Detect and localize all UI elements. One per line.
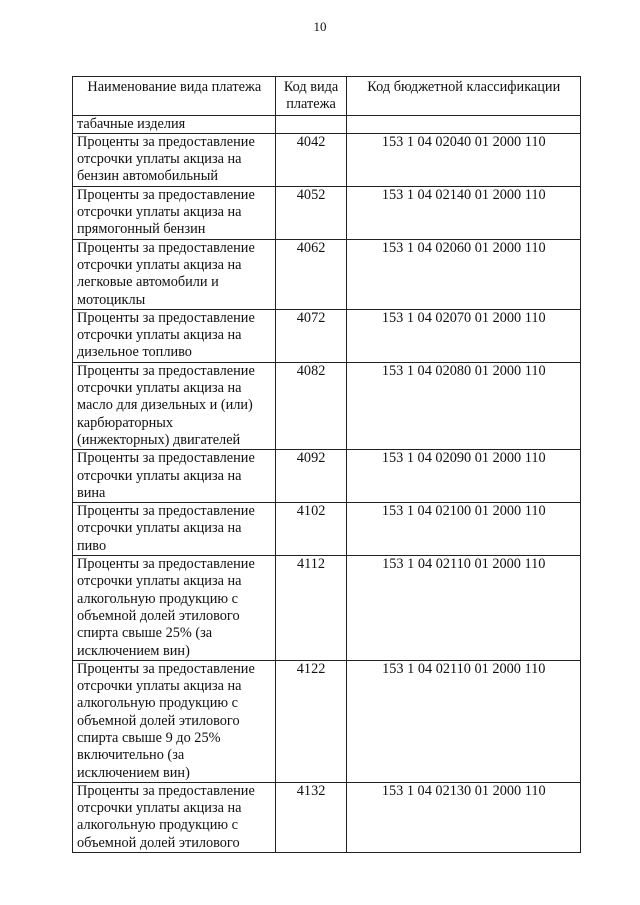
budget-code-cell: 153 1 04 02110 01 2000 110: [346, 660, 580, 782]
budget-code-cell: 153 1 04 02100 01 2000 110: [346, 503, 580, 556]
table-row: [73, 556, 581, 661]
table-row: [73, 239, 581, 309]
payment-code-cell: 4052: [275, 186, 346, 239]
table-row: [73, 309, 581, 362]
payment-name-cell: Проценты за предоставление отсрочки уплаты акциза на пиво: [73, 503, 276, 556]
budget-code-cell: 153 1 04 02110 01 2000 110: [346, 556, 580, 661]
table-row: [73, 450, 581, 503]
payment-name-cell: Проценты за предоставление отсрочки уплаты акциза на прямогонный бензин: [73, 186, 276, 239]
table-row: [73, 660, 581, 782]
budget-code-cell: 153 1 04 02040 01 2000 110: [346, 133, 580, 186]
table-row: [73, 133, 581, 186]
payment-codes-table: [72, 76, 581, 853]
payment-code-cell: 4042: [275, 133, 346, 186]
header-payment-code: Код вида платежа: [275, 77, 346, 116]
payment-name-cell: табачные изделия: [73, 115, 276, 133]
payment-name-cell: Проценты за предоставление отсрочки уплаты акциза на алкогольную продукцию с объемной долей этилового спирта свыше 9 до 25% включительно (за исключением вин): [73, 660, 276, 782]
budget-code-cell: 153 1 04 02140 01 2000 110: [346, 186, 580, 239]
payment-code-cell: 4082: [275, 362, 346, 449]
payment-code-cell: 4102: [275, 503, 346, 556]
table-header-row: [73, 77, 581, 116]
budget-code-cell: 153 1 04 02080 01 2000 110: [346, 362, 580, 449]
payment-name-cell: Проценты за предоставление отсрочки уплаты акциза на алкогольную продукцию с объемной долей этилового: [73, 782, 276, 852]
payment-name-cell: Проценты за предоставление отсрочки уплаты акциза на масло для дизельных и (или) карбюраторных (инжекторных) двигателей: [73, 362, 276, 449]
payment-code-cell: [275, 115, 346, 133]
budget-code-cell: 153 1 04 02060 01 2000 110: [346, 239, 580, 309]
budget-code-cell: 153 1 04 02090 01 2000 110: [346, 450, 580, 503]
table-row: [73, 503, 581, 556]
payment-name-cell: Проценты за предоставление отсрочки уплаты акциза на бензин автомобильный: [73, 133, 276, 186]
payment-name-cell: Проценты за предоставление отсрочки уплаты акциза на вина: [73, 450, 276, 503]
budget-code-cell: 153 1 04 02130 01 2000 110: [346, 782, 580, 852]
payment-code-cell: 4072: [275, 309, 346, 362]
payment-name-cell: Проценты за предоставление отсрочки уплаты акциза на легковые автомобили и мотоциклы: [73, 239, 276, 309]
payment-code-cell: 4132: [275, 782, 346, 852]
header-payment-name: Наименование вида платежа: [73, 77, 276, 116]
payment-code-cell: 4062: [275, 239, 346, 309]
payment-code-cell: 4092: [275, 450, 346, 503]
budget-code-cell: 153 1 04 02070 01 2000 110: [346, 309, 580, 362]
table-row: [73, 782, 581, 852]
payment-code-cell: 4112: [275, 556, 346, 661]
payment-name-cell: Проценты за предоставление отсрочки уплаты акциза на алкогольную продукцию с объемной долей этилового спирта свыше 25% (за исключением вин): [73, 556, 276, 661]
table-row: [73, 362, 581, 449]
table-row: [73, 115, 581, 133]
page-number: 10: [313, 19, 327, 34]
payment-code-cell: 4122: [275, 660, 346, 782]
header-budget-code: Код бюджетной классификации: [346, 77, 580, 116]
payment-name-cell: Проценты за предоставление отсрочки уплаты акциза на дизельное топливо: [73, 309, 276, 362]
budget-code-cell: [346, 115, 580, 133]
table-row: [73, 186, 581, 239]
